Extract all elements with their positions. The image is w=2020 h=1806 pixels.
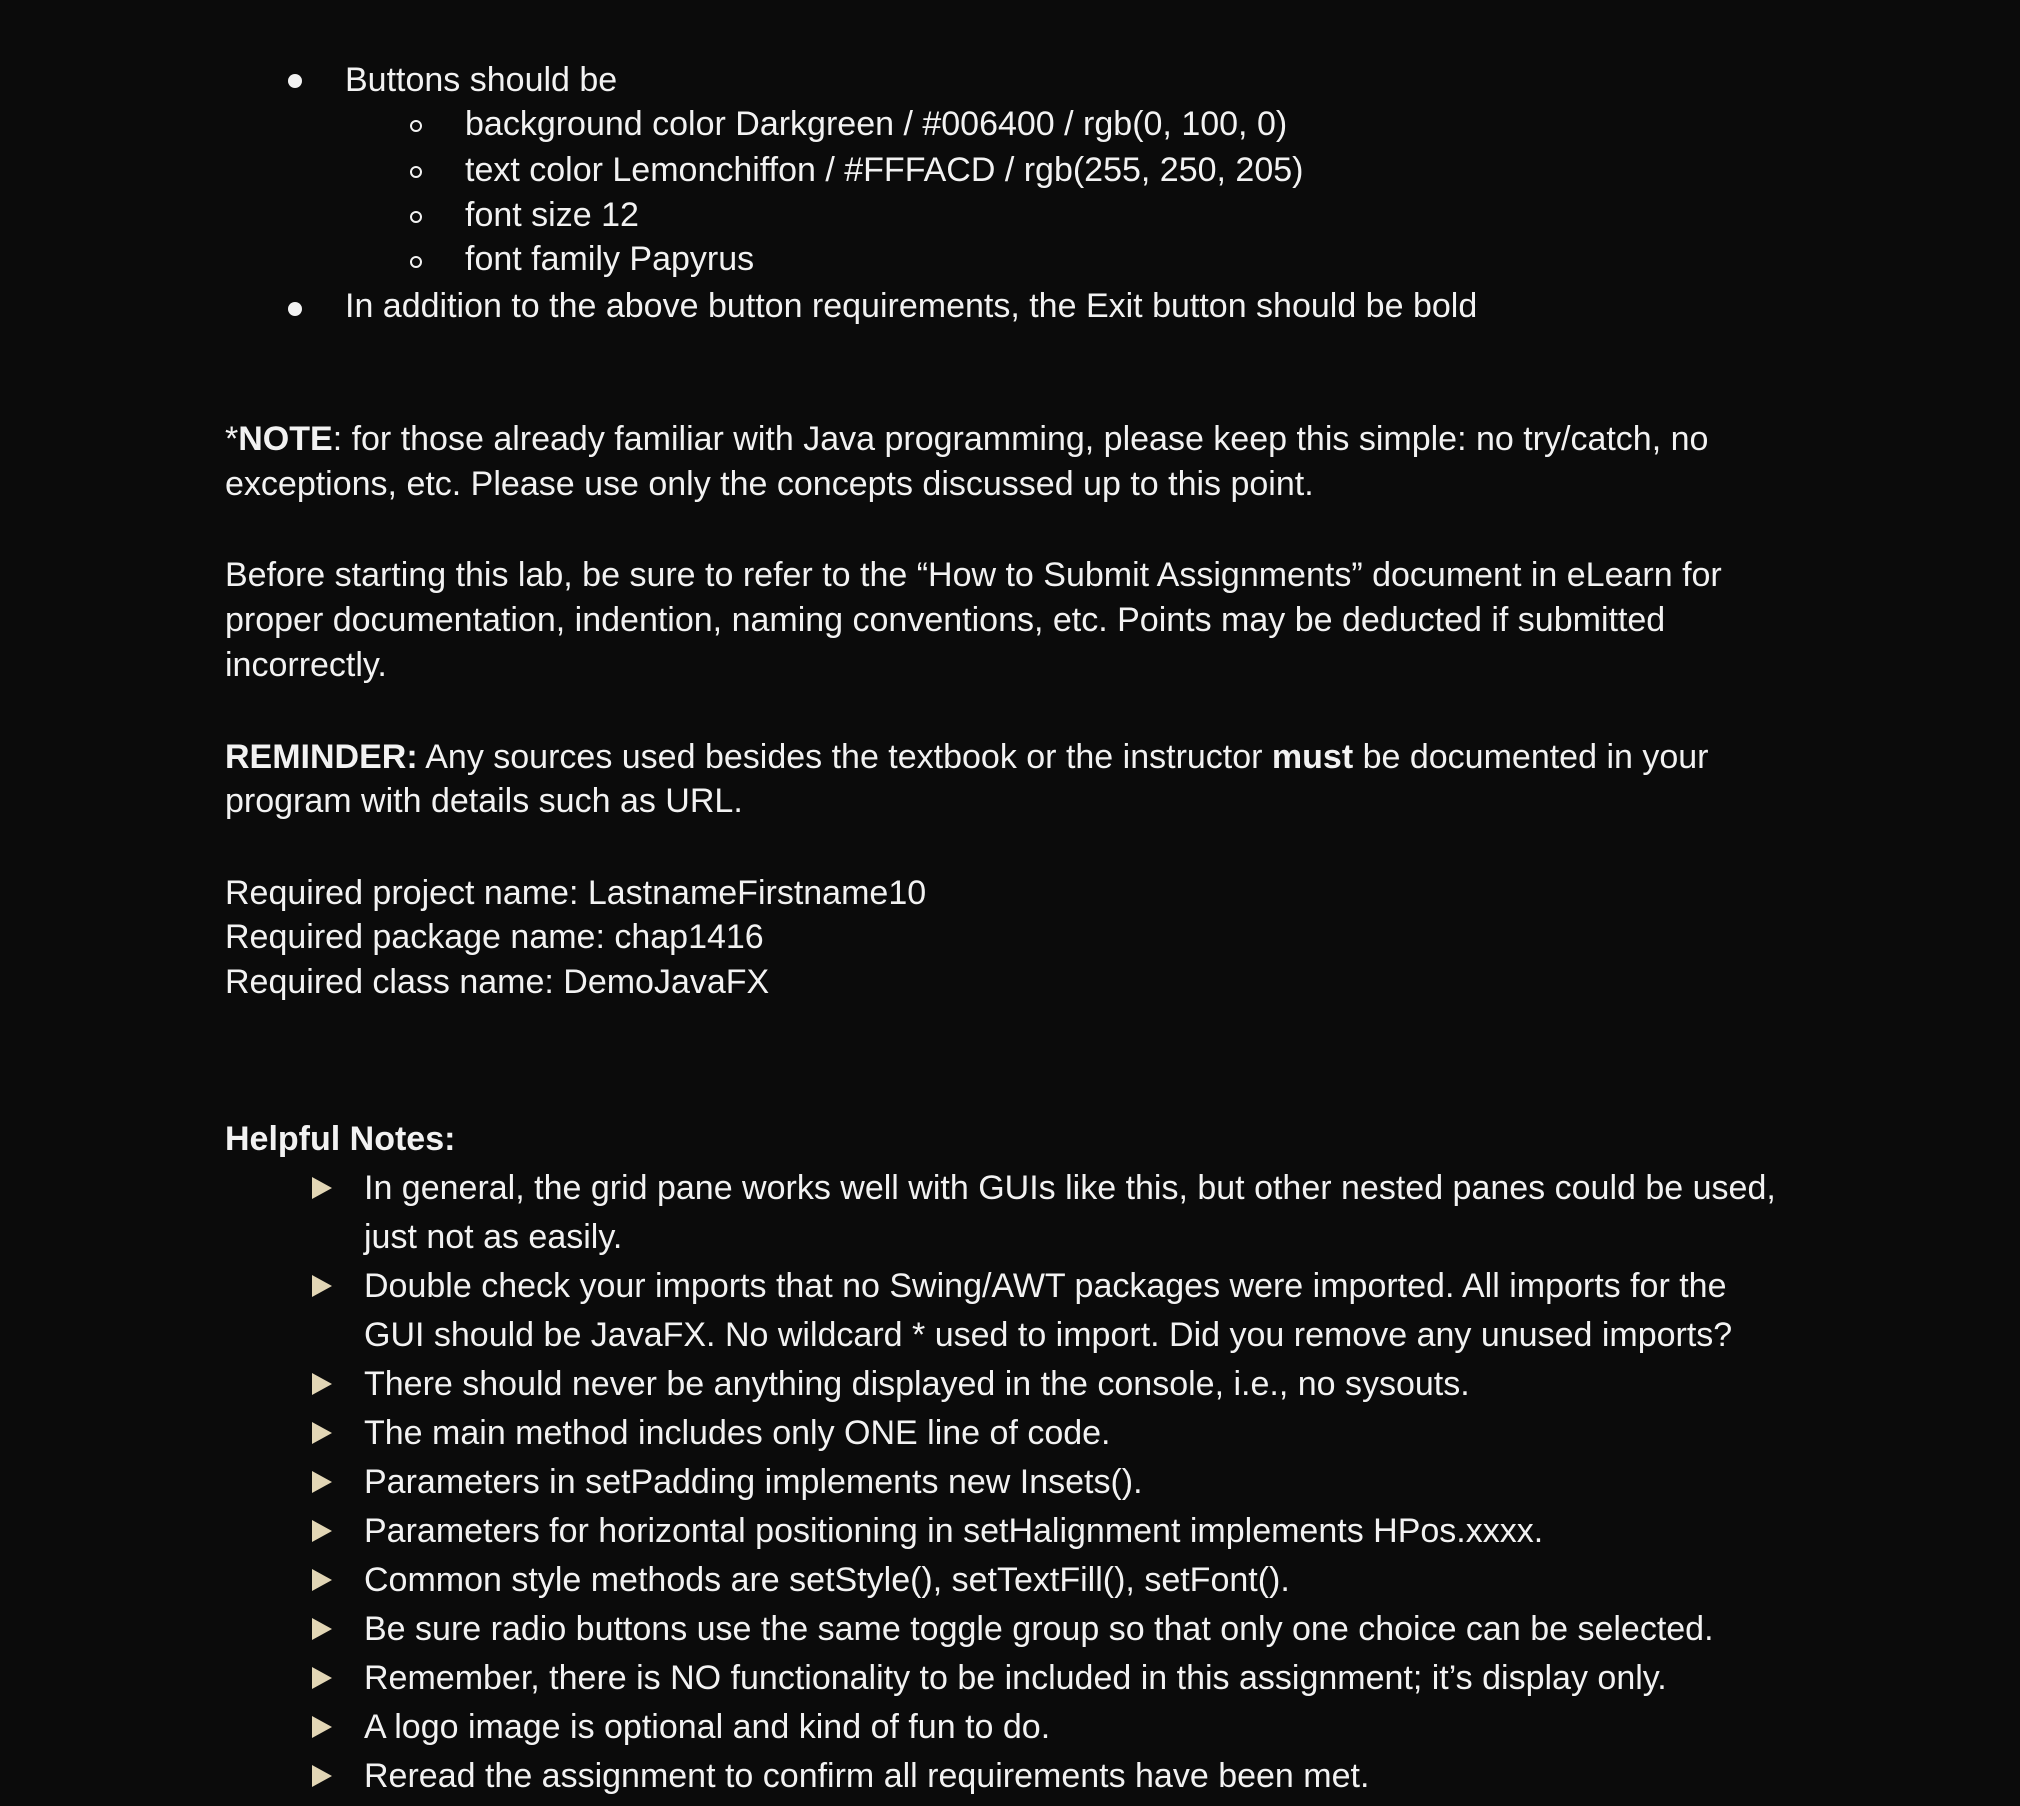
bullet-circle-icon (410, 166, 422, 178)
required-class-name: Required class name: DemoJavaFX (225, 963, 770, 1001)
bullet-circle-icon (410, 120, 422, 132)
reminder-line-1 (225, 735, 1709, 779)
before-line-2: proper documentation, indention, naming conventions, etc. Points may be deducted if submitted (225, 601, 1666, 639)
helpful-note-line: Be sure radio buttons use the same toggle group so that only one choice can be selected. (364, 1610, 1714, 1648)
button-spec-item: background color Darkgreen / #006400 / rgb(0, 100, 0) (465, 105, 1288, 143)
arrow-bullet-icon (312, 1177, 332, 1199)
note-text: : for those already familiar with Java programming, please keep this simple: no try/catch, no (332, 420, 1709, 458)
button-spec-item: text color Lemonchiffon / #FFFACD / rgb(255, 250, 205) (465, 151, 1304, 189)
helpful-note-line: Parameters in setPadding implements new Insets(). (364, 1463, 1143, 1501)
helpful-note-line: Common style methods are setStyle(), setTextFill(), setFont(). (364, 1561, 1290, 1599)
arrow-bullet-icon (312, 1716, 332, 1738)
reminder-text-a: Any sources used besides the textbook or the instructor (417, 738, 1272, 776)
helpful-note-line: A logo image is optional and kind of fun to do. (364, 1708, 1051, 1746)
button-spec-item: font size 12 (465, 196, 639, 234)
helpful-note-line: In general, the grid pane works well with GUIs like this, but other nested panes could be used, (364, 1169, 1776, 1207)
exit-bold-bullet-text: In addition to the above button requirements, the Exit button should be bold (345, 287, 1478, 325)
bullet-disc-icon (288, 302, 302, 316)
helpful-note-line: Parameters for horizontal positioning in setHalignment implements HPos.xxxx. (364, 1512, 1544, 1550)
before-line-1: Before starting this lab, be sure to refer to the “How to Submit Assignments” document in eLearn for (225, 556, 1722, 594)
bullet-circle-icon (410, 256, 422, 268)
helpful-note-line: The main method includes only ONE line of code. (364, 1414, 1111, 1452)
arrow-bullet-icon (312, 1471, 332, 1493)
note-prefix: * (225, 420, 239, 458)
helpful-note-line: just not as easily. (364, 1218, 623, 1256)
helpful-note-line: Remember, there is NO functionality to be included in this assignment; it’s display only. (364, 1659, 1667, 1697)
bullet-disc-icon (288, 74, 302, 88)
note-label: NOTE (238, 420, 333, 458)
before-line-3: incorrectly. (225, 646, 387, 684)
helpful-note-line: Double check your imports that no Swing/AWT packages were imported. All imports for the (364, 1267, 1727, 1305)
arrow-bullet-icon (312, 1422, 332, 1444)
reminder-line-2: program with details such as URL. (225, 782, 743, 820)
arrow-bullet-icon (312, 1520, 332, 1542)
helpful-note-line: There should never be anything displayed in the console, i.e., no sysouts. (364, 1365, 1470, 1403)
buttons-bullet-text: Buttons should be (345, 61, 618, 99)
arrow-bullet-icon (312, 1569, 332, 1591)
arrow-bullet-icon (312, 1667, 332, 1689)
note-line-1 (225, 417, 1708, 461)
button-spec-item: font family Papyrus (465, 240, 755, 278)
reminder-label: REMINDER: (225, 738, 418, 776)
reminder-emphasis: must (1271, 738, 1354, 776)
required-package-name: Required package name: chap1416 (225, 918, 764, 956)
arrow-bullet-icon (312, 1373, 332, 1395)
helpful-notes-heading: Helpful Notes: (225, 1120, 456, 1158)
reminder-text-b: be documented in your (1353, 738, 1709, 776)
bullet-circle-icon (410, 211, 422, 223)
arrow-bullet-icon (312, 1765, 332, 1787)
helpful-note-line: Reread the assignment to confirm all requirements have been met. (364, 1757, 1370, 1795)
required-project-name: Required project name: LastnameFirstname10 (225, 874, 927, 912)
helpful-note-line: GUI should be JavaFX. No wildcard * used to import. Did you remove any unused imports? (364, 1316, 1733, 1354)
note-line-2: exceptions, etc. Please use only the concepts discussed up to this point. (225, 465, 1314, 503)
arrow-bullet-icon (312, 1275, 332, 1297)
arrow-bullet-icon (312, 1618, 332, 1640)
